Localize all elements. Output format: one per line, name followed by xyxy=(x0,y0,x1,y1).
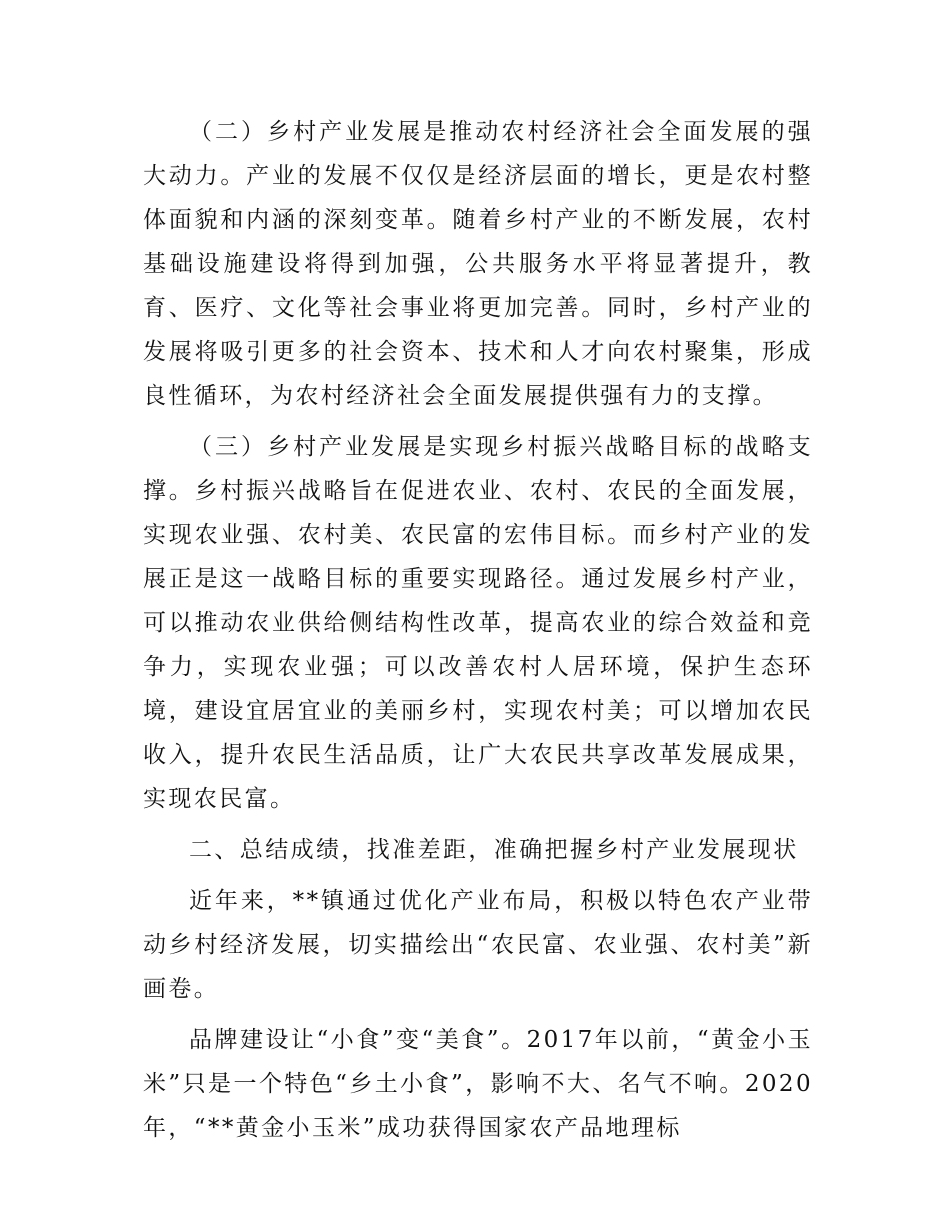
document-body xyxy=(143,110,813,1150)
paragraph-industry-driving-force: （二）乡村产业发展是推动农村经济社会全面发展的强大动力。产业的发展不仅仅是经济层面的增长，更是农村整体面貌和内涵的深刻变革。随着乡村产业的不断发展，农村基础设施建设将得到加强，公共服务水平将显著提升，教育、医疗、文化等社会事业将更加完善。同时，乡村产业的发展将吸引更多的社会资本、技术和人才向农村聚集，形成良性循环，为农村经济社会全面发展提供强有力的支撑。 xyxy=(143,119,813,409)
section-heading-current-status: 二、总结成绩，找准差距，准确把握乡村产业发展现状 xyxy=(189,837,799,863)
paragraph-recent-years: 近年来，**镇通过优化产业布局，积极以特色农产业带动乡村经济发展，切实描绘出“农民富、农业强、农村美”新画卷。 xyxy=(143,888,813,1002)
paragraph-brand-building: 品牌建设让“小食”变“美食”。2017年以前，“黄金小玉米”只是一个特色“乡土小食”，影响不大、名气不响。2020年，“**黄金小玉米”成功获得国家农产品地理标 xyxy=(143,1027,813,1141)
paragraph-strategic-support: （三）乡村产业发展是实现乡村振兴战略目标的战略支撑。乡村振兴战略旨在促进农业、农村、农民的全面发展，实现农业强、农村美、农民富的宏伟目标。而乡村产业的发展正是这一战略目标的重要实现路径。通过发展乡村产业，可以推动农业供给侧结构性改革，提高农业的综合效益和竞争力，实现农业强；可以改善农村人居环境，保护生态环境，建设宜居宜业的美丽乡村，实现农村美；可以增加农民收入，提升农民生活品质，让广大农民共享改革发展成果，实现农民富。 xyxy=(143,434,813,812)
